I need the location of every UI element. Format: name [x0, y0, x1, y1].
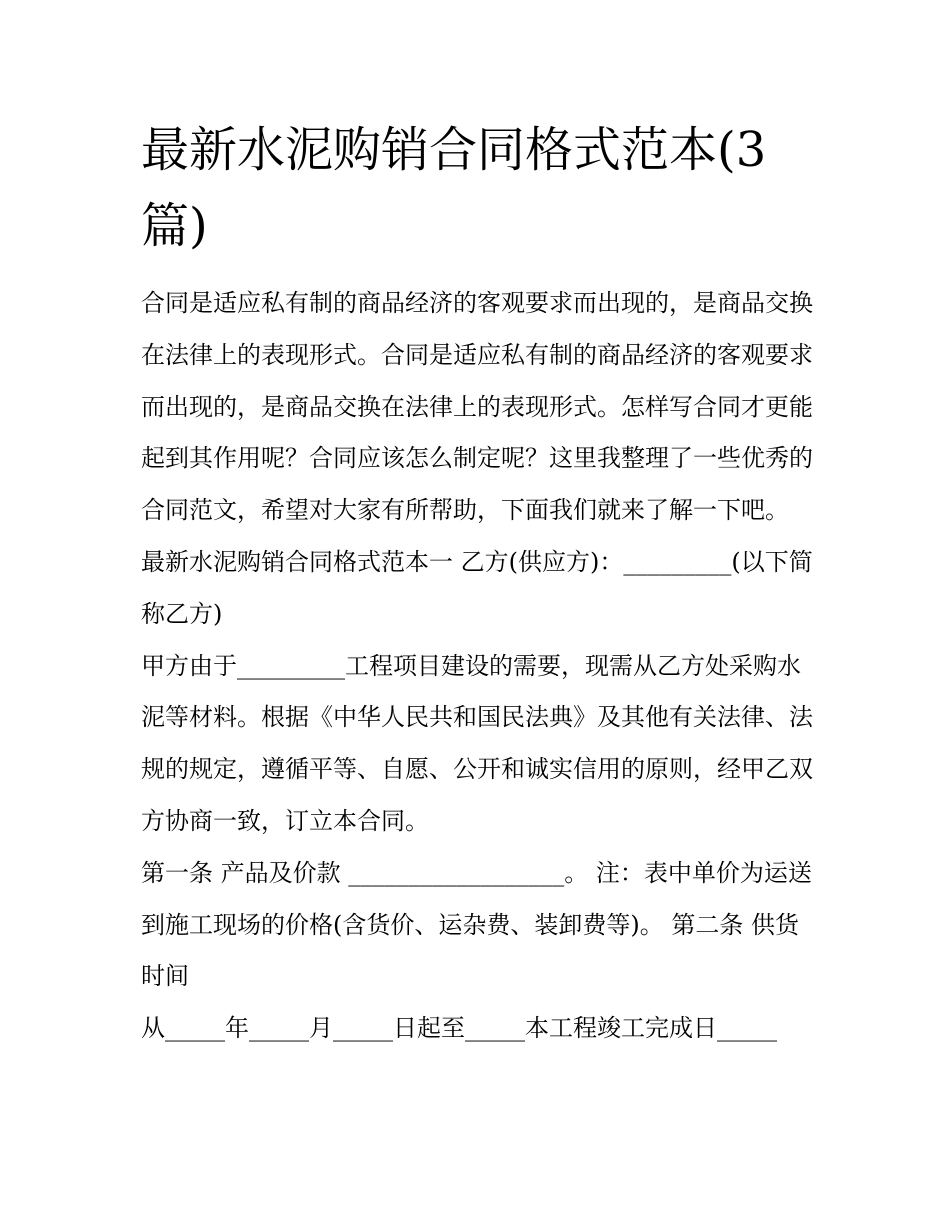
document-body [141, 278, 821, 1055]
intro-paragraph: 合同是适应私有制的商品经济的客观要求而出现的，是商品交换在法律上的表现形式。合同是适应私有制的商品经济的客观要求而出现的，是商品交换在法律上的表现形式。怎样写合同才更能起到其作用呢？合同应该怎么制定呢？这里我整理了一些优秀的合同范文，希望对大家有所帮助，下面我们就来了解一下吧。 [141, 289, 813, 525]
supply-period-paragraph: 从_____年_____月_____日起至_____本工程竣工完成日_____ [141, 1014, 777, 1043]
purpose-paragraph: 甲方由于_________工程项目建设的需要，现需从乙方处采购水泥等材料。根据《中华人民共和国民法典》及其他有关法律、法规的规定，遵循平等、自愿、公开和诚实信用的原则，经甲乙双方协商一致，订立本合同。 [141, 651, 813, 835]
party-b-paragraph: 最新水泥购销合同格式范本一 乙方(供应方)：_________(以下简称乙方) [141, 547, 813, 628]
document-title: 最新水泥购销合同格式范本(3篇) [141, 122, 767, 254]
article-one-paragraph: 第一条 产品及价款 __________________。 注：表中单价为运送到施工现场的价格(含货价、运杂费、装卸费等)。 第二条 供货时间 [141, 858, 812, 991]
